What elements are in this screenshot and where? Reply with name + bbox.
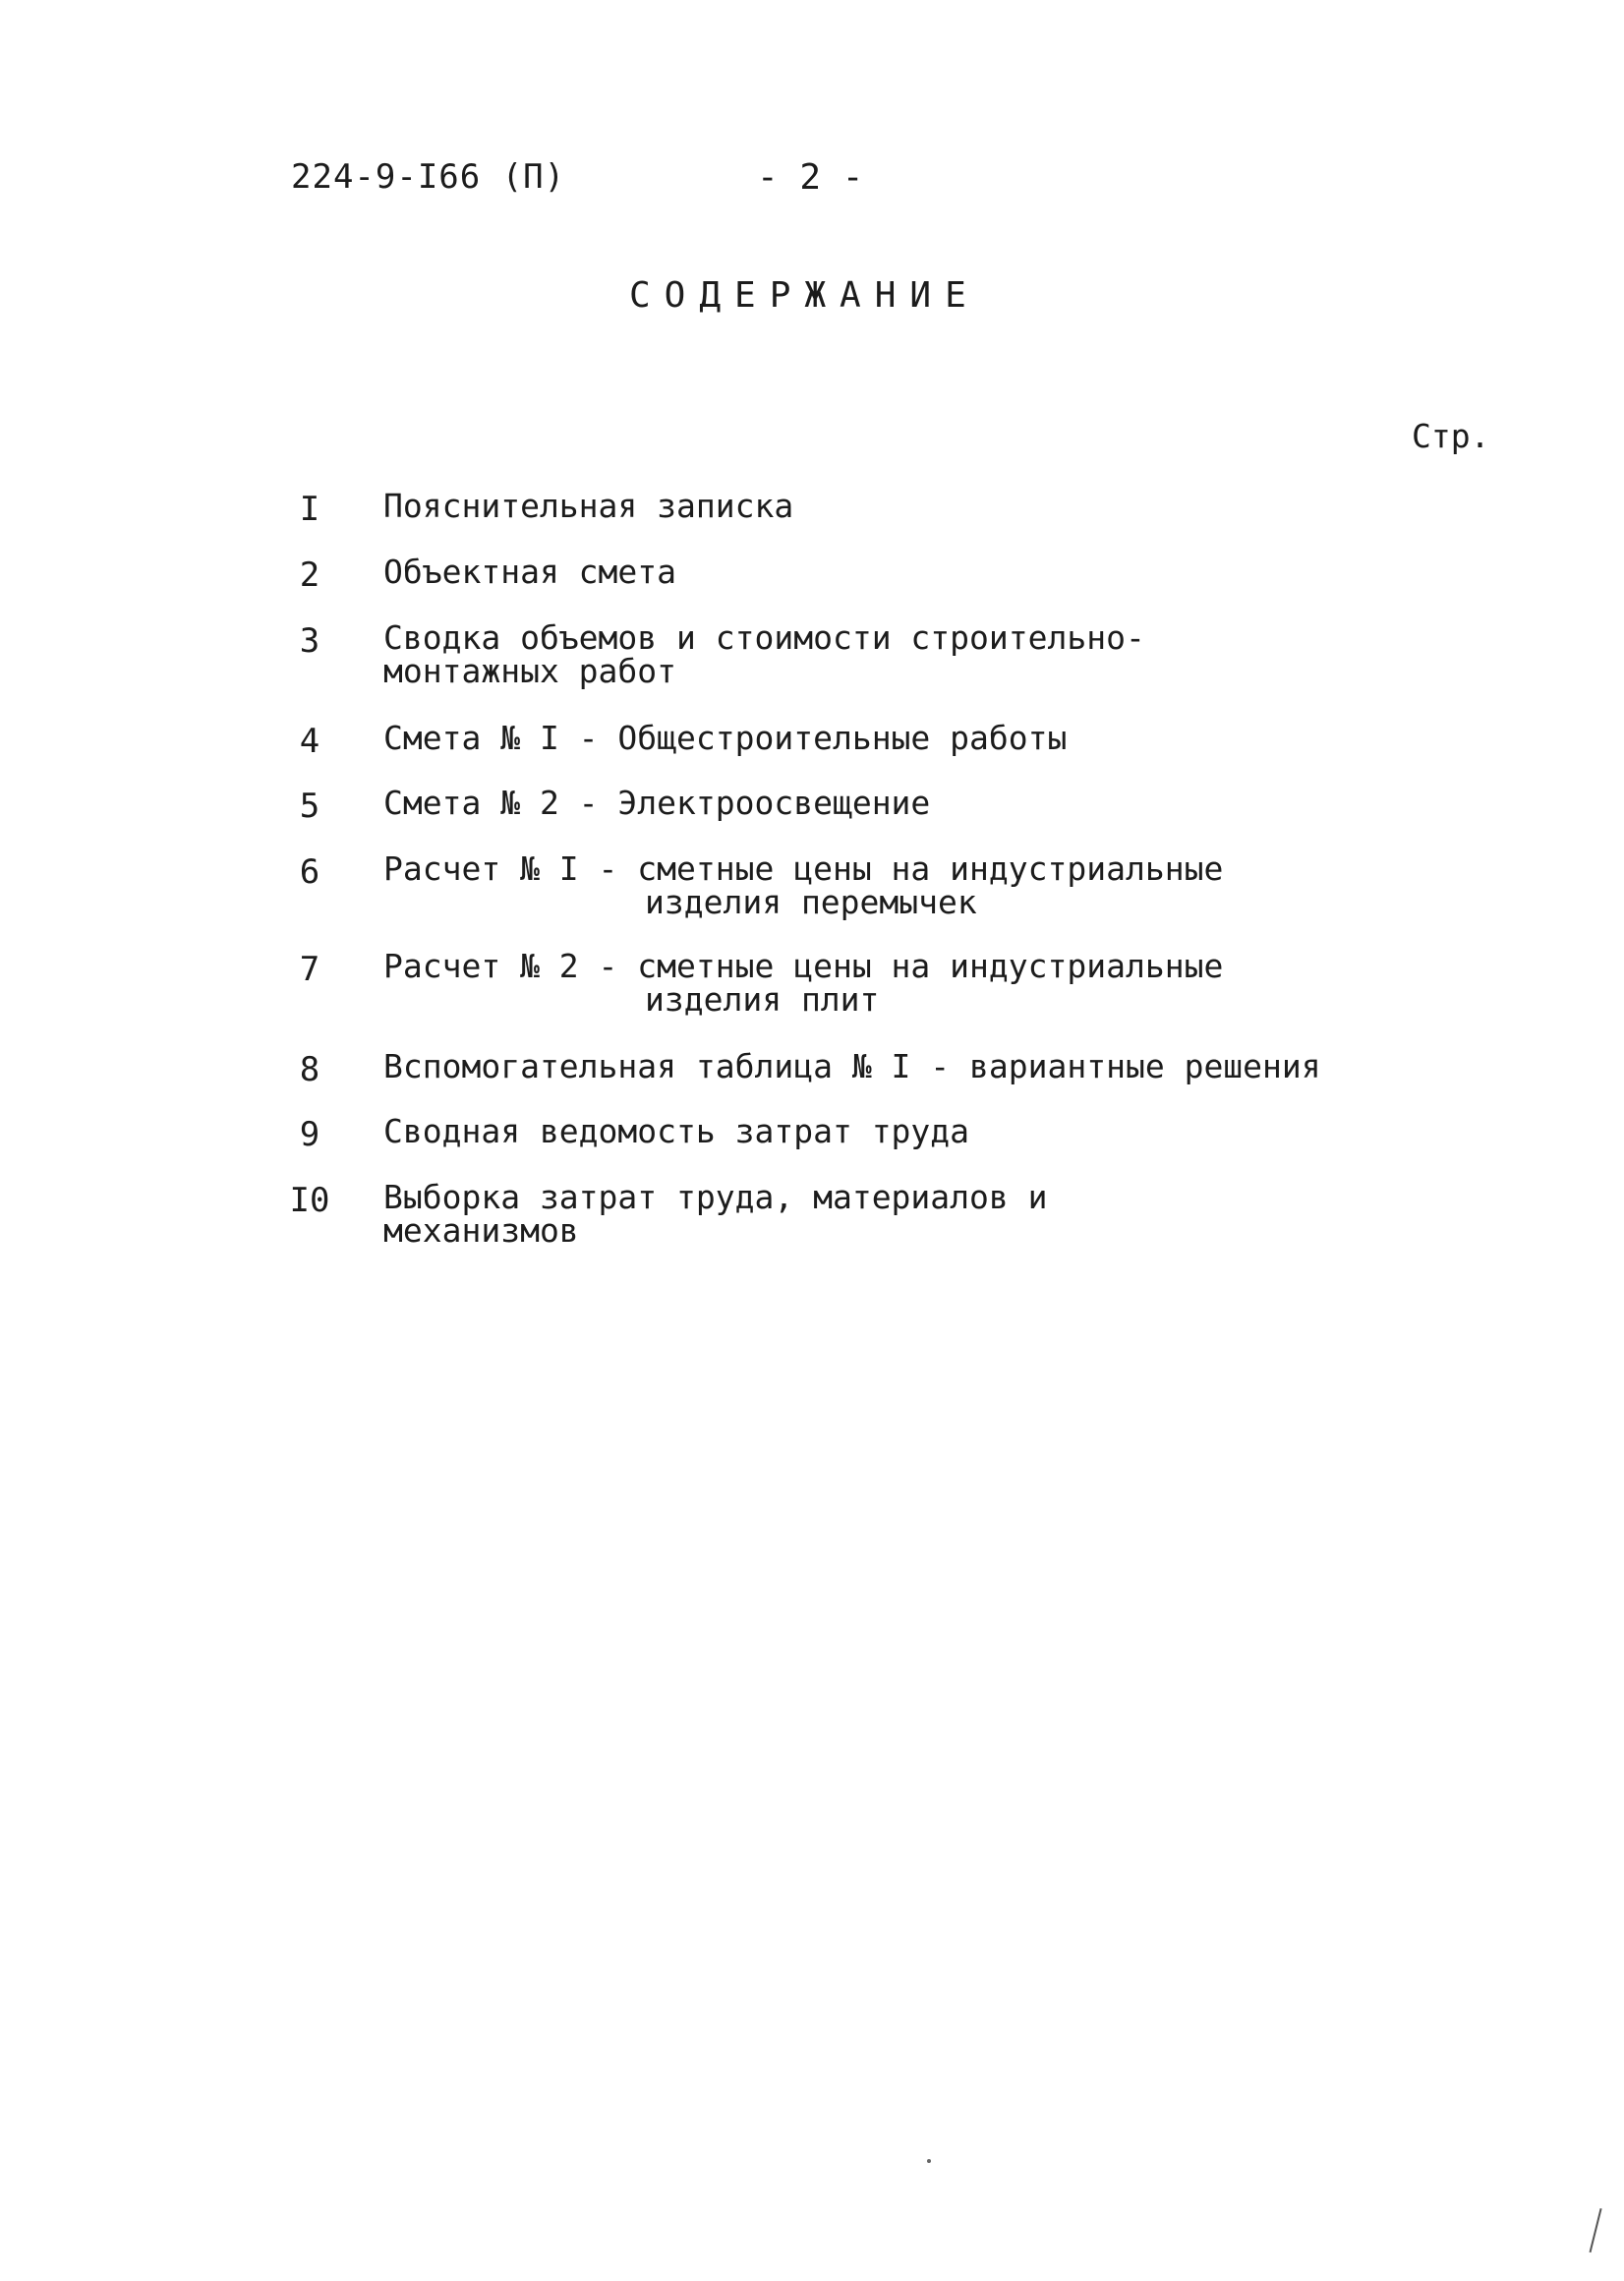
toc-item-line: Пояснительная записка	[383, 487, 794, 525]
toc-item-line: Смета № I - Общестроительные работы	[383, 719, 1068, 757]
toc-item-line: Объектная смета	[383, 553, 677, 591]
toc-item-line: монтажных работ	[383, 652, 677, 690]
toc-item-line: Расчет № 2 - сметные цены на индустриальные	[383, 947, 1224, 985]
toc-item-line: Вспомогательная таблица № I - вариантные решения	[383, 1047, 1321, 1085]
toc-item-text	[383, 719, 1406, 757]
toc-item-number: I0	[289, 1181, 330, 1220]
toc-item-text	[383, 1047, 1406, 1085]
toc-item-line: Смета № 2 - Электроосвещение	[383, 784, 931, 822]
toc-item-line: изделия перемычек	[645, 883, 977, 921]
document-code: 224-9-I66 (П)	[291, 157, 566, 197]
page-title: СОДЕРЖАНИЕ	[629, 275, 980, 316]
toc-item-line: Выборка затрат труда, материалов и	[383, 1178, 1048, 1216]
toc-item-text	[383, 1178, 1406, 1250]
toc-item-number: 6	[299, 852, 320, 892]
toc-item-number: 7	[299, 950, 320, 989]
toc-item-number: 9	[299, 1115, 320, 1154]
toc-item-number: 8	[299, 1050, 320, 1089]
toc-item-number: I	[299, 490, 320, 529]
toc-item-number: 5	[299, 787, 320, 826]
toc-item-line: изделия плит	[645, 980, 880, 1019]
toc-item-text	[383, 947, 1406, 1019]
scan-speck	[927, 2159, 931, 2163]
toc-item-text	[383, 784, 1406, 822]
page-number: - 2 -	[757, 157, 864, 198]
toc-item-text	[383, 618, 1406, 690]
toc-item-line: Сводка объемов и стоимости строительно-	[383, 618, 1145, 657]
toc-item-number: 4	[299, 722, 320, 761]
toc-item-line: Сводная ведомость затрат труда	[383, 1112, 970, 1150]
toc-item-line: Расчет № I - сметные цены на индустриальные	[383, 849, 1224, 888]
toc-item-text	[383, 553, 1406, 591]
toc-item-line: механизмов	[383, 1211, 579, 1250]
page-column-label: Стр.	[1412, 417, 1490, 455]
toc-item-number: 3	[299, 621, 320, 661]
toc-item-text	[383, 1112, 1406, 1150]
toc-item-text	[383, 487, 1406, 525]
toc-item-text	[383, 849, 1406, 921]
toc-item-number: 2	[299, 556, 320, 595]
